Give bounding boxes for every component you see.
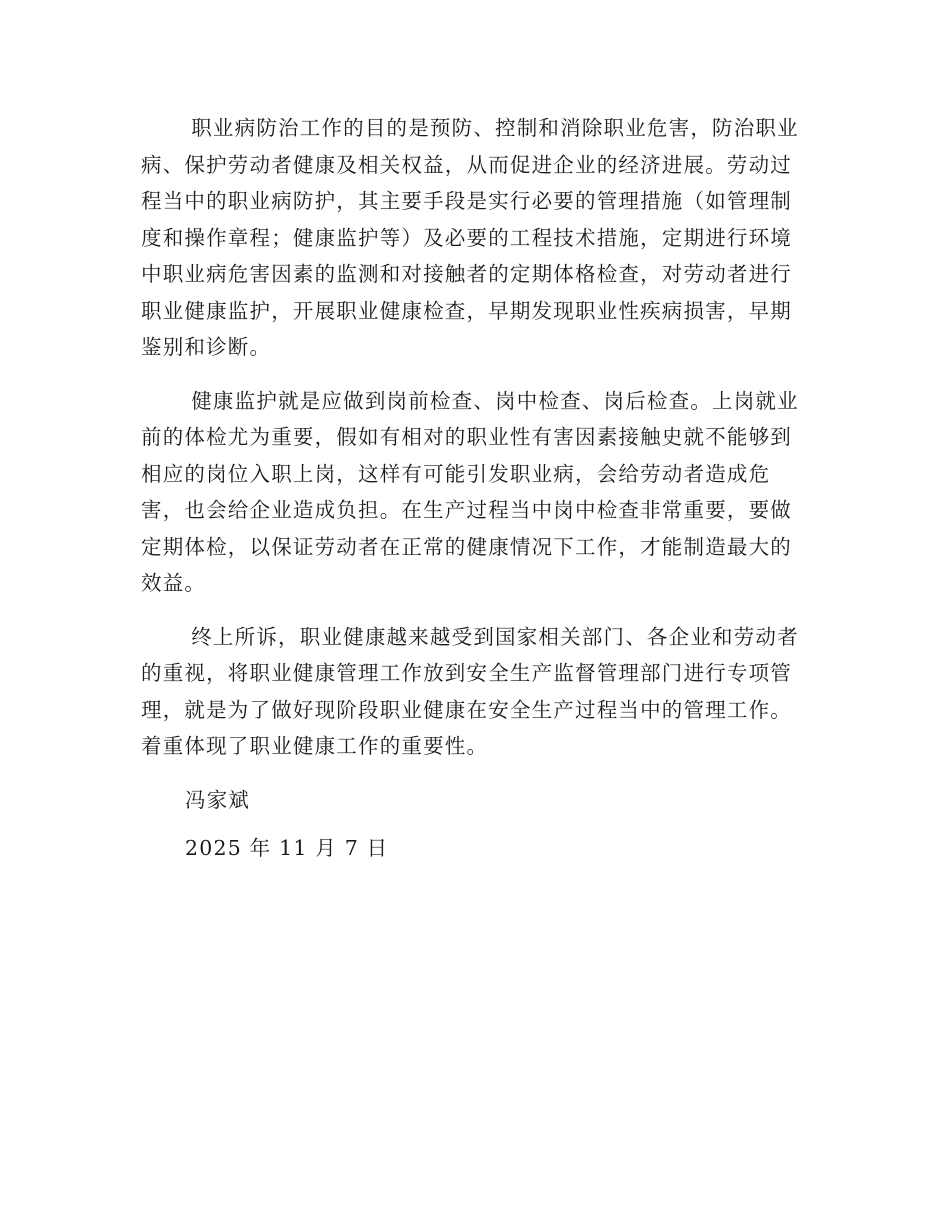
document-body — [141, 110, 811, 866]
paragraph-conclusion: 终上所诉，职业健康越来越受到国家相关部门、各企业和劳动者 的重视，将职业健康管理工作放到安全生产监督管理部门进行专项管 理，就是为了做好现阶段职业健康在安全生产过程当中的管理工作。 着重体现了职业健康工作的重要性。 — [141, 624, 799, 758]
author-signature: 冯家斌 — [185, 787, 251, 812]
paragraph-health-monitoring: 健康监护就是应做到岗前检查、岗中检查、岗后检查。上岗就业 前的体检尤为重要，假如有相对的职业性有害因素接触史就不能够到 相应的岗位入职上岗，这样有可能引发职业病，会给劳动者造成危 害，也会给企业造成负担。在生产过程当中岗中检查非常重要，要做 定期体检，以保证劳动者在正常的健康情况下工作，才能制造最大的 效益。 — [141, 388, 799, 595]
paragraph-purpose: 职业病防治工作的目的是预防、控制和消除职业危害，防治职业 病、保护劳动者健康及相关权益，从而促进企业的经济进展。劳动过 程当中的职业病防护，其主要手段是实行必要的管理措施（如管理制 度和操作章程；健康监护等）及必要的工程技术措施，定期进行环境 中职业病危害因素的监测和对接触者的定期体格检查，对劳动者进行 职业健康监护，开展职业健康检查，早期发现职业性疾病损害，早期 鉴别和诊断。 — [141, 116, 799, 359]
document-date: 2025 年 11 月 7 日 — [185, 835, 389, 860]
